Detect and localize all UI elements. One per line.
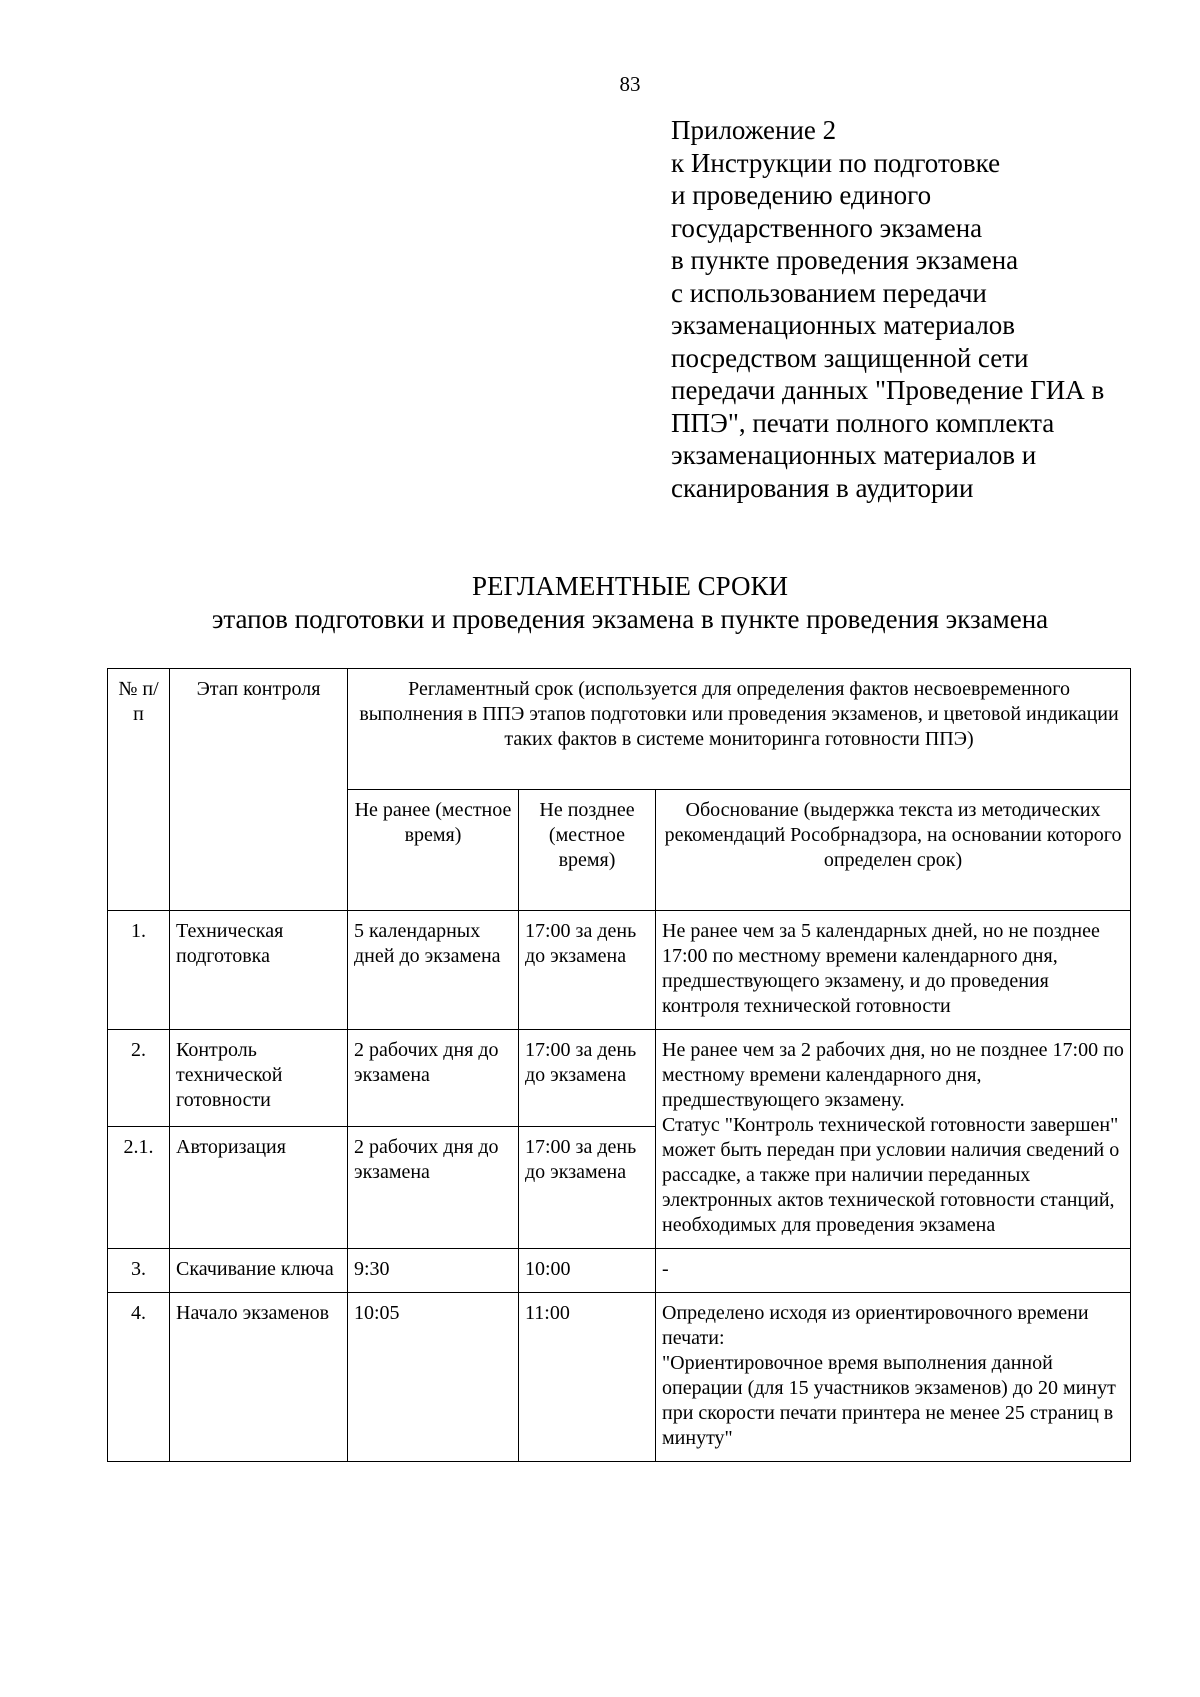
row-basis (656, 1030, 1131, 1249)
row-not-earlier: 10:05 (348, 1293, 519, 1462)
row-basis: - (656, 1249, 1131, 1293)
basis-paragraph: "Ориентировочное время выполнения данной операции (для 15 участников экзаменов) до 20 минут при скорости печати принтера не менее 25 страниц в минуту" (662, 1352, 1116, 1449)
header-basis: Обоснование (выдержка текста из методических рекомендаций Рособрнадзора, на основании которого определен срок) (656, 790, 1131, 911)
appendix-line: в пункте проведения экзамена (671, 245, 1019, 275)
row-num: 2.1. (108, 1127, 170, 1249)
row-not-earlier: 2 рабочих дня до экзамена (348, 1030, 519, 1127)
header-num: № п/п (108, 669, 170, 911)
row-stage: Авторизация (170, 1127, 348, 1249)
basis-paragraph: Не ранее чем за 2 рабочих дня, но не позднее 17:00 по местному времени календарного дня, предшествующего экзамену. (662, 1039, 1124, 1111)
appendix-block (671, 114, 1171, 504)
appendix-line: и проведению единого (671, 180, 932, 210)
row-stage: Контроль технической готовности (170, 1030, 348, 1127)
appendix-line: экзаменационных материалов и (671, 440, 1037, 470)
row-not-later: 17:00 за день до экзамена (519, 1127, 656, 1249)
appendix-line: посредством защищенной сети (671, 342, 1029, 373)
row-basis: Не ранее чем за 5 календарных дней, но не позднее 17:00 по местному времени календарного дня, предшествующего экзамену, и до проведения контроля технической готовности (656, 911, 1131, 1030)
appendix-line: с использованием передачи (671, 277, 987, 308)
basis-paragraph: Статус "Контроль технической готовности завершен" может быть передан при условии наличия сведений о рассадке, а также при наличии переданных электронных актов технической готовности станций, необходимых для проведения экзамена (662, 1114, 1120, 1236)
appendix-line: к Инструкции по подготовке (671, 147, 1001, 178)
row-stage: Техническая подготовка (170, 911, 348, 1030)
header-stage: Этап контроля (170, 669, 348, 911)
table-row (108, 911, 1131, 1030)
row-not-later: 17:00 за день до экзамена (519, 911, 656, 1030)
basis-paragraph: Определено исходя из ориентировочного времени печати: (662, 1302, 1089, 1349)
row-num: 4. (108, 1293, 170, 1462)
schedule-table (107, 668, 1131, 1462)
table-row (108, 1293, 1131, 1462)
row-not-earlier: 9:30 (348, 1249, 519, 1293)
table-row (108, 1249, 1131, 1293)
row-num: 1. (108, 911, 170, 1030)
table-header-row (108, 669, 1131, 790)
table-row (108, 1030, 1131, 1127)
row-num: 2. (108, 1030, 170, 1127)
row-not-later: 10:00 (519, 1249, 656, 1293)
row-not-later: 11:00 (519, 1293, 656, 1462)
appendix-line: передачи данных "Проведение ГИА в (671, 375, 1105, 405)
appendix-line: государственного экзамена (671, 212, 983, 243)
appendix-line: ППЭ", печати полного комплекта (671, 407, 1055, 438)
appendix-line: сканирования в аудитории (671, 472, 974, 503)
header-term: Регламентный срок (используется для определения фактов несвоевременного выполнения в ППЭ этапов подготовки или проведения экзаменов, и цветовой индикации таких фактов в системе мониторинга готовности ППЭ) (348, 669, 1131, 790)
appendix-line: экзаменационных материалов (671, 310, 1016, 340)
page-number: 83 (619, 72, 641, 96)
row-num: 3. (108, 1249, 170, 1293)
row-basis (656, 1293, 1131, 1462)
header-not-later: Не позднее (местное время) (519, 790, 656, 911)
row-stage: Скачивание ключа (170, 1249, 348, 1293)
appendix-line: Приложение 2 (671, 115, 837, 145)
row-not-earlier: 2 рабочих дня до экзамена (348, 1127, 519, 1249)
header-not-earlier: Не ранее (местное время) (348, 790, 519, 911)
document-subtitle: этапов подготовки и проведения экзамена в пункте проведения экзамена (211, 604, 1049, 634)
row-not-earlier: 5 календарных дней до экзамена (348, 911, 519, 1030)
document-title: РЕГЛАМЕНТНЫЕ СРОКИ (471, 571, 789, 601)
row-not-later: 17:00 за день до экзамена (519, 1030, 656, 1127)
row-stage: Начало экзаменов (170, 1293, 348, 1462)
